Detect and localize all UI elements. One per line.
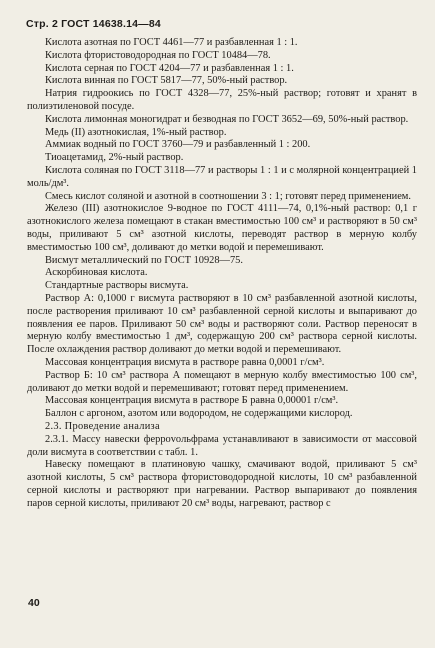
paragraph: Массовая концентрация висмута в растворе равна 0,0001 г/см³. — [45, 356, 325, 368]
paragraph: Висмут металлический по ГОСТ 10928—75. — [45, 254, 243, 266]
paragraph: Кислота соляная по ГОСТ 3118—77 и растворы 1 : 1 и с молярной концентрацией 1 моль/дм³. — [27, 164, 417, 189]
paragraph: Медь (II) азотнокислая, 1%-ный раствор. — [45, 126, 227, 138]
paragraph: Кислота фтористоводородная по ГОСТ 10484—78. — [45, 49, 271, 61]
paragraph: Тиоацетамид, 2%-ный раствор. — [45, 152, 184, 164]
paragraph: Кислота серная по ГОСТ 4204—77 и разбавленная 1 : 1. — [45, 62, 294, 74]
paragraph: Кислота азотная по ГОСТ 4461—77 и разбавленная 1 : 1. — [45, 37, 298, 48]
paragraph: Железо (III) азотнокислое 9-водное по ГОСТ 4111—74, 0,1%-ный раствор: 0,1 г азотнокислого железа помещают в стакан вместимостью 100 см³ и растворяют в 50 см³ воды, приливают 5 см³ азотной кислоты, переводят раствор в мерную колбу вместимостью 100 см³, доливают до метки водой и перемешивают. — [27, 203, 417, 253]
paragraph: Кислота лимонная моногидрат и безводная по ГОСТ 3652—69, 50%-ный раствор. — [45, 113, 409, 125]
paragraph: Баллон с аргоном, азотом или водородом, не содержащими кислород. — [45, 408, 353, 420]
paragraph: Стандартные растворы висмута. — [45, 280, 189, 292]
paragraph: 2.3.1. Массу навески феррovoльфрама устанавливают в зависимости от массовой доли висмута в соответствии с табл. 1. — [27, 433, 417, 458]
paragraph: Кислота винная по ГОСТ 5817—77, 50%-ный раствор. — [45, 75, 288, 87]
paragraph: Натрия гидроокись по ГОСТ 4328—77, 25%-ный раствор; готовят и хранят в полиэтиленовой посуде. — [27, 88, 417, 112]
paragraph: Аскорбиновая кислота. — [45, 267, 148, 279]
paragraph: Раствор А: 0,1000 г висмута растворяют в 10 см³ разбавленной азотной кислоты, после растворения приливают 10 см³ разбавленной серной кислоты и выпаривают до появления ее паров. Приливают 50 см³ воды и растворяют соли. Раствор переносят в мерную колбу вместимостью 1 дм³, содержащую 200 см³ раствора серной кислоты. После охлаждения раствор доливают до метки водой и перемешивают. — [27, 292, 417, 356]
paragraph: Массовая концентрация висмута в растворе Б равна 0,00001 г/см³. — [45, 395, 339, 407]
paragraph: Навеску помещают в платиновую чашку, смачивают водой, приливают 5 см³ азотной кислоты, 5 см³ раствора фтористоводородной кислоты, 10 см³ разбавленной серной кислоты и растворяют при нагревании. Раствор выпаривают до появления паров серной кислоты, приливают 20 см³ воды, нагревают, раствор с — [27, 459, 417, 509]
paragraph: Аммиак водный по ГОСТ 3760—79 и разбавленный 1 : 200. — [45, 139, 311, 151]
paragraph: Раствор Б: 10 см³ раствора А помещают в мерную колбу вместимостью 100 см³, доливают до метки водой и перемешивают; готовят перед применением. — [27, 369, 417, 394]
page-number: 40 — [28, 597, 40, 609]
paragraph: Смесь кислот соляной и азотной в соотношении 3 : 1; готовят перед применением. — [45, 190, 411, 202]
document-body — [27, 37, 417, 510]
page-header: Стр. 2 ГОСТ 14638.14—84 — [26, 18, 161, 30]
section-heading: 2.3. Проведение анализа — [45, 420, 160, 432]
